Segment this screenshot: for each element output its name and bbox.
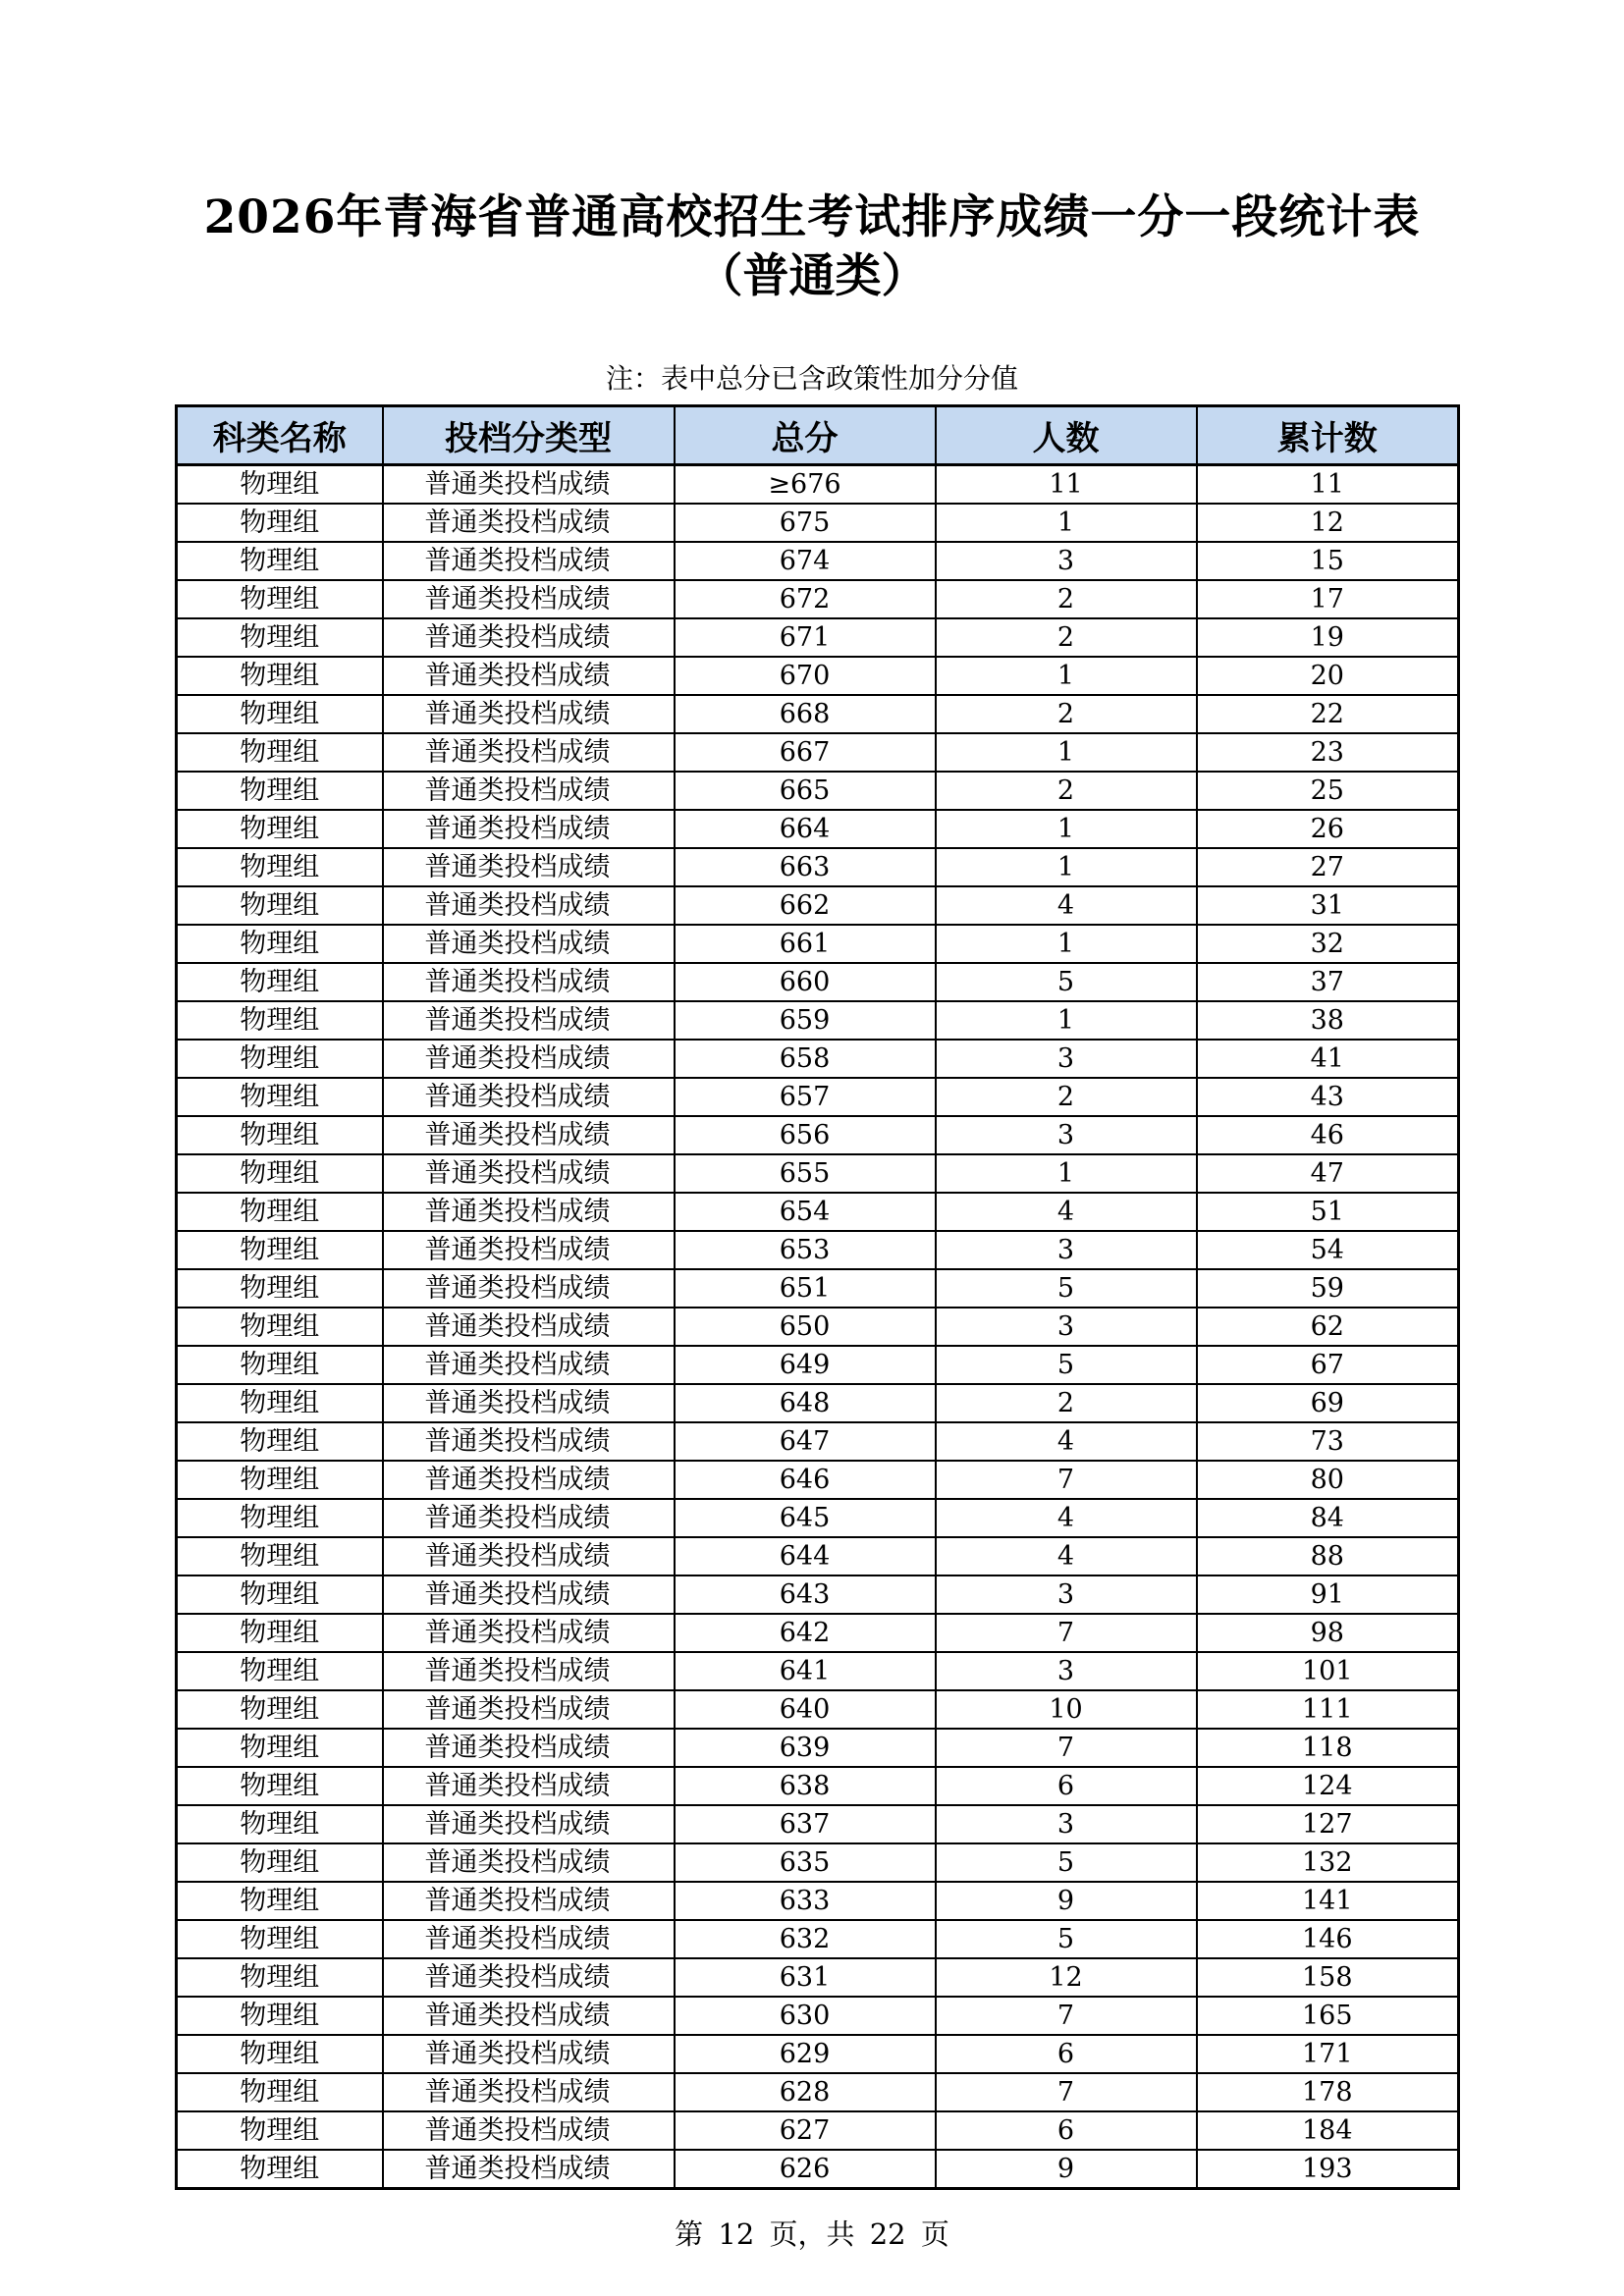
cell-score-type: 普通类投档成绩: [383, 657, 675, 695]
table-row: [177, 925, 1459, 963]
table-row: [177, 1001, 1459, 1040]
cell-score-type: 普通类投档成绩: [383, 848, 675, 886]
cell-score-type: 普通类投档成绩: [383, 1920, 675, 1958]
table-row: [177, 657, 1459, 695]
cell-score-type: 普通类投档成绩: [383, 1269, 675, 1308]
cell-cumulative: 141: [1197, 1882, 1459, 1920]
cell-subject: 物理组: [177, 1843, 383, 1882]
table-row: [177, 1040, 1459, 1078]
cell-total-score: 645: [675, 1499, 936, 1537]
cell-count: 11: [936, 465, 1197, 505]
column-header-score-type: 投档分类型: [383, 406, 675, 465]
table-row: [177, 1231, 1459, 1269]
cell-total-score: 654: [675, 1193, 936, 1231]
cell-subject: 物理组: [177, 1958, 383, 1997]
cell-cumulative: 23: [1197, 733, 1459, 772]
table-row: [177, 1614, 1459, 1652]
cell-count: 3: [936, 1805, 1197, 1843]
cell-cumulative: 26: [1197, 810, 1459, 848]
cell-subject: 物理组: [177, 657, 383, 695]
cell-cumulative: 12: [1197, 504, 1459, 542]
cell-total-score: 661: [675, 925, 936, 963]
cell-total-score: 671: [675, 618, 936, 657]
cell-count: 7: [936, 1997, 1197, 2035]
cell-score-type: 普通类投档成绩: [383, 1652, 675, 1690]
cell-cumulative: 17: [1197, 580, 1459, 618]
cell-subject: 物理组: [177, 465, 383, 505]
cell-subject: 物理组: [177, 1346, 383, 1384]
cell-total-score: 663: [675, 848, 936, 886]
cell-score-type: 普通类投档成绩: [383, 1958, 675, 1997]
cell-count: 4: [936, 1499, 1197, 1537]
cell-count: 5: [936, 1920, 1197, 1958]
cell-cumulative: 32: [1197, 925, 1459, 963]
cell-subject: 物理组: [177, 1805, 383, 1843]
cell-total-score: 667: [675, 733, 936, 772]
cell-count: 2: [936, 1078, 1197, 1116]
cell-score-type: 普通类投档成绩: [383, 1078, 675, 1116]
cell-cumulative: 88: [1197, 1537, 1459, 1575]
cell-count: 7: [936, 2073, 1197, 2111]
cell-subject: 物理组: [177, 1690, 383, 1729]
cell-total-score: 659: [675, 1001, 936, 1040]
cell-subject: 物理组: [177, 1422, 383, 1461]
table-row: [177, 1690, 1459, 1729]
cell-count: 2: [936, 695, 1197, 733]
cell-cumulative: 51: [1197, 1193, 1459, 1231]
cell-count: 5: [936, 1346, 1197, 1384]
cell-score-type: 普通类投档成绩: [383, 1308, 675, 1346]
cell-total-score: 639: [675, 1729, 936, 1767]
cell-subject: 物理组: [177, 1729, 383, 1767]
cell-score-type: 普通类投档成绩: [383, 1690, 675, 1729]
cell-count: 1: [936, 1154, 1197, 1193]
page-subtitle: （普通类）: [696, 249, 928, 303]
cell-count: 9: [936, 1882, 1197, 1920]
cell-count: 1: [936, 848, 1197, 886]
cell-cumulative: 27: [1197, 848, 1459, 886]
table-row: [177, 542, 1459, 580]
cell-subject: 物理组: [177, 2035, 383, 2073]
cell-count: 10: [936, 1690, 1197, 1729]
cell-total-score: 648: [675, 1384, 936, 1422]
table-row: [177, 465, 1459, 505]
cell-count: 7: [936, 1614, 1197, 1652]
cell-subject: 物理组: [177, 618, 383, 657]
cell-score-type: 普通类投档成绩: [383, 542, 675, 580]
table-row: [177, 1958, 1459, 1997]
column-header-subject: 科类名称: [177, 406, 383, 465]
cell-total-score: 647: [675, 1422, 936, 1461]
cell-cumulative: 69: [1197, 1384, 1459, 1422]
cell-cumulative: 73: [1197, 1422, 1459, 1461]
cell-total-score: ≥676: [675, 465, 936, 505]
cell-total-score: 646: [675, 1461, 936, 1499]
cell-subject: 物理组: [177, 1001, 383, 1040]
cell-cumulative: 62: [1197, 1308, 1459, 1346]
cell-score-type: 普通类投档成绩: [383, 695, 675, 733]
cell-cumulative: 67: [1197, 1346, 1459, 1384]
table-row: [177, 772, 1459, 810]
cell-score-type: 普通类投档成绩: [383, 886, 675, 925]
cell-total-score: 672: [675, 580, 936, 618]
cell-subject: 物理组: [177, 963, 383, 1001]
cell-total-score: 657: [675, 1078, 936, 1116]
cell-count: 2: [936, 580, 1197, 618]
cell-total-score: 662: [675, 886, 936, 925]
cell-count: 9: [936, 2150, 1197, 2189]
table-row: [177, 1308, 1459, 1346]
table-row: [177, 695, 1459, 733]
cell-cumulative: 132: [1197, 1843, 1459, 1882]
cell-subject: 物理组: [177, 580, 383, 618]
cell-cumulative: 22: [1197, 695, 1459, 733]
cell-total-score: 650: [675, 1308, 936, 1346]
cell-cumulative: 184: [1197, 2111, 1459, 2150]
cell-subject: 物理组: [177, 1537, 383, 1575]
cell-subject: 物理组: [177, 925, 383, 963]
cell-cumulative: 43: [1197, 1078, 1459, 1116]
cell-count: 1: [936, 504, 1197, 542]
cell-total-score: 665: [675, 772, 936, 810]
cell-total-score: 626: [675, 2150, 936, 2189]
cell-cumulative: 84: [1197, 1499, 1459, 1537]
cell-cumulative: 193: [1197, 2150, 1459, 2189]
cell-count: 7: [936, 1729, 1197, 1767]
cell-cumulative: 59: [1197, 1269, 1459, 1308]
table-row: [177, 810, 1459, 848]
table-row: [177, 1346, 1459, 1384]
cell-subject: 物理组: [177, 1193, 383, 1231]
cell-subject: 物理组: [177, 1575, 383, 1614]
table-row: [177, 1997, 1459, 2035]
cell-count: 2: [936, 618, 1197, 657]
cell-subject: 物理组: [177, 1499, 383, 1537]
cell-count: 4: [936, 1422, 1197, 1461]
table-row: [177, 1767, 1459, 1805]
cell-cumulative: 111: [1197, 1690, 1459, 1729]
cell-score-type: 普通类投档成绩: [383, 580, 675, 618]
table-row: [177, 848, 1459, 886]
cell-score-type: 普通类投档成绩: [383, 1537, 675, 1575]
cell-subject: 物理组: [177, 1614, 383, 1652]
cell-count: 4: [936, 886, 1197, 925]
cell-score-type: 普通类投档成绩: [383, 963, 675, 1001]
cell-cumulative: 101: [1197, 1652, 1459, 1690]
table-row: [177, 1729, 1459, 1767]
cell-score-type: 普通类投档成绩: [383, 618, 675, 657]
table-row: [177, 1422, 1459, 1461]
table-row: [177, 2073, 1459, 2111]
cell-total-score: 640: [675, 1690, 936, 1729]
table-row: [177, 886, 1459, 925]
cell-count: 2: [936, 1384, 1197, 1422]
cell-count: 1: [936, 657, 1197, 695]
cell-cumulative: 11: [1197, 465, 1459, 505]
cell-cumulative: 146: [1197, 1920, 1459, 1958]
cell-cumulative: 178: [1197, 2073, 1459, 2111]
cell-count: 3: [936, 542, 1197, 580]
cell-count: 7: [936, 1461, 1197, 1499]
cell-total-score: 643: [675, 1575, 936, 1614]
cell-score-type: 普通类投档成绩: [383, 733, 675, 772]
table-row: [177, 1652, 1459, 1690]
cell-total-score: 631: [675, 1958, 936, 1997]
cell-total-score: 675: [675, 504, 936, 542]
table-row: [177, 1193, 1459, 1231]
cell-score-type: 普通类投档成绩: [383, 1575, 675, 1614]
table-row: [177, 1384, 1459, 1422]
page-footer: 第 12 页，共 22 页: [675, 2217, 949, 2251]
cell-score-type: 普通类投档成绩: [383, 1499, 675, 1537]
cell-total-score: 644: [675, 1537, 936, 1575]
table-row: [177, 2035, 1459, 2073]
cell-score-type: 普通类投档成绩: [383, 465, 675, 505]
table-row: [177, 1805, 1459, 1843]
cell-score-type: 普通类投档成绩: [383, 1116, 675, 1154]
cell-count: 2: [936, 772, 1197, 810]
cell-score-type: 普通类投档成绩: [383, 1154, 675, 1193]
table-row: [177, 1843, 1459, 1882]
cell-subject: 物理组: [177, 1997, 383, 2035]
cell-score-type: 普通类投档成绩: [383, 1843, 675, 1882]
cell-subject: 物理组: [177, 1116, 383, 1154]
table-row: [177, 580, 1459, 618]
cell-cumulative: 127: [1197, 1805, 1459, 1843]
cell-count: 6: [936, 2035, 1197, 2073]
page-title: 2026年青海省普通高校招生考试排序成绩一分一段统计表: [203, 190, 1421, 244]
cell-score-type: 普通类投档成绩: [383, 772, 675, 810]
cell-score-type: 普通类投档成绩: [383, 1001, 675, 1040]
cell-score-type: 普通类投档成绩: [383, 1422, 675, 1461]
cell-total-score: 656: [675, 1116, 936, 1154]
cell-subject: 物理组: [177, 1154, 383, 1193]
cell-total-score: 641: [675, 1652, 936, 1690]
cell-count: 1: [936, 1001, 1197, 1040]
table-row: [177, 1575, 1459, 1614]
cell-subject: 物理组: [177, 2111, 383, 2150]
cell-total-score: 674: [675, 542, 936, 580]
cell-cumulative: 41: [1197, 1040, 1459, 1078]
cell-count: 6: [936, 1767, 1197, 1805]
cell-total-score: 630: [675, 1997, 936, 2035]
cell-total-score: 627: [675, 2111, 936, 2150]
cell-cumulative: 20: [1197, 657, 1459, 695]
table-row: [177, 2150, 1459, 2189]
cell-count: 3: [936, 1231, 1197, 1269]
table-row: [177, 1537, 1459, 1575]
cell-cumulative: 124: [1197, 1767, 1459, 1805]
table-header-row: [177, 406, 1459, 465]
cell-total-score: 668: [675, 695, 936, 733]
table-row: [177, 2111, 1459, 2150]
cell-score-type: 普通类投档成绩: [383, 1997, 675, 2035]
cell-subject: 物理组: [177, 1652, 383, 1690]
cell-score-type: 普通类投档成绩: [383, 1040, 675, 1078]
cell-subject: 物理组: [177, 1384, 383, 1422]
cell-score-type: 普通类投档成绩: [383, 1729, 675, 1767]
cell-subject: 物理组: [177, 848, 383, 886]
column-header-cumulative: 累计数: [1197, 406, 1459, 465]
cell-score-type: 普通类投档成绩: [383, 2150, 675, 2189]
table-row: [177, 1461, 1459, 1499]
cell-score-type: 普通类投档成绩: [383, 1461, 675, 1499]
cell-subject: 物理组: [177, 504, 383, 542]
cell-count: 5: [936, 1843, 1197, 1882]
cell-total-score: 658: [675, 1040, 936, 1078]
cell-score-type: 普通类投档成绩: [383, 1231, 675, 1269]
table-row: [177, 504, 1459, 542]
cell-cumulative: 165: [1197, 1997, 1459, 2035]
cell-cumulative: 158: [1197, 1958, 1459, 1997]
table-row: [177, 963, 1459, 1001]
cell-score-type: 普通类投档成绩: [383, 2111, 675, 2150]
cell-total-score: 628: [675, 2073, 936, 2111]
table-row: [177, 1269, 1459, 1308]
cell-total-score: 649: [675, 1346, 936, 1384]
cell-count: 5: [936, 1269, 1197, 1308]
table-row: [177, 1882, 1459, 1920]
cell-subject: 物理组: [177, 1269, 383, 1308]
cell-count: 3: [936, 1652, 1197, 1690]
cell-total-score: 638: [675, 1767, 936, 1805]
cell-count: 6: [936, 2111, 1197, 2150]
cell-total-score: 653: [675, 1231, 936, 1269]
cell-subject: 物理组: [177, 695, 383, 733]
cell-count: 5: [936, 963, 1197, 1001]
cell-subject: 物理组: [177, 1308, 383, 1346]
cell-total-score: 655: [675, 1154, 936, 1193]
cell-score-type: 普通类投档成绩: [383, 1384, 675, 1422]
cell-total-score: 642: [675, 1614, 936, 1652]
column-header-count: 人数: [936, 406, 1197, 465]
table-header: [177, 406, 1459, 465]
cell-cumulative: 54: [1197, 1231, 1459, 1269]
cell-cumulative: 37: [1197, 963, 1459, 1001]
cell-cumulative: 80: [1197, 1461, 1459, 1499]
cell-subject: 物理组: [177, 2073, 383, 2111]
table-note: 注：表中总分已含政策性加分分值: [605, 362, 1018, 395]
cell-total-score: 633: [675, 1882, 936, 1920]
cell-total-score: 637: [675, 1805, 936, 1843]
cell-cumulative: 31: [1197, 886, 1459, 925]
cell-score-type: 普通类投档成绩: [383, 1346, 675, 1384]
cell-subject: 物理组: [177, 1231, 383, 1269]
cell-count: 4: [936, 1193, 1197, 1231]
score-distribution-table: [175, 404, 1460, 2190]
cell-cumulative: 15: [1197, 542, 1459, 580]
cell-count: 1: [936, 733, 1197, 772]
cell-subject: 物理组: [177, 1461, 383, 1499]
cell-subject: 物理组: [177, 1882, 383, 1920]
cell-score-type: 普通类投档成绩: [383, 1805, 675, 1843]
cell-count: 3: [936, 1116, 1197, 1154]
table-row: [177, 1499, 1459, 1537]
cell-score-type: 普通类投档成绩: [383, 2035, 675, 2073]
table-row: [177, 1078, 1459, 1116]
table-body: [177, 465, 1459, 2189]
cell-cumulative: 38: [1197, 1001, 1459, 1040]
cell-subject: 物理组: [177, 1040, 383, 1078]
cell-cumulative: 91: [1197, 1575, 1459, 1614]
column-header-total-score: 总分: [675, 406, 936, 465]
cell-total-score: 670: [675, 657, 936, 695]
cell-total-score: 664: [675, 810, 936, 848]
cell-cumulative: 98: [1197, 1614, 1459, 1652]
cell-subject: 物理组: [177, 1078, 383, 1116]
cell-subject: 物理组: [177, 886, 383, 925]
cell-score-type: 普通类投档成绩: [383, 2073, 675, 2111]
cell-count: 3: [936, 1040, 1197, 1078]
cell-cumulative: 118: [1197, 1729, 1459, 1767]
table-row: [177, 733, 1459, 772]
cell-score-type: 普通类投档成绩: [383, 1614, 675, 1652]
cell-count: 1: [936, 810, 1197, 848]
cell-subject: 物理组: [177, 1920, 383, 1958]
cell-cumulative: 25: [1197, 772, 1459, 810]
table-row: [177, 1116, 1459, 1154]
cell-subject: 物理组: [177, 2150, 383, 2189]
cell-cumulative: 46: [1197, 1116, 1459, 1154]
cell-subject: 物理组: [177, 1767, 383, 1805]
cell-cumulative: 19: [1197, 618, 1459, 657]
cell-score-type: 普通类投档成绩: [383, 1193, 675, 1231]
table-row: [177, 1920, 1459, 1958]
cell-score-type: 普通类投档成绩: [383, 1882, 675, 1920]
cell-total-score: 629: [675, 2035, 936, 2073]
cell-count: 3: [936, 1308, 1197, 1346]
cell-score-type: 普通类投档成绩: [383, 925, 675, 963]
cell-count: 1: [936, 925, 1197, 963]
table-row: [177, 618, 1459, 657]
cell-score-type: 普通类投档成绩: [383, 504, 675, 542]
cell-count: 4: [936, 1537, 1197, 1575]
cell-subject: 物理组: [177, 810, 383, 848]
cell-total-score: 651: [675, 1269, 936, 1308]
table-row: [177, 1154, 1459, 1193]
cell-total-score: 635: [675, 1843, 936, 1882]
cell-subject: 物理组: [177, 542, 383, 580]
cell-cumulative: 171: [1197, 2035, 1459, 2073]
cell-count: 3: [936, 1575, 1197, 1614]
cell-score-type: 普通类投档成绩: [383, 1767, 675, 1805]
cell-subject: 物理组: [177, 733, 383, 772]
cell-total-score: 660: [675, 963, 936, 1001]
cell-count: 12: [936, 1958, 1197, 1997]
cell-subject: 物理组: [177, 772, 383, 810]
cell-cumulative: 47: [1197, 1154, 1459, 1193]
cell-total-score: 632: [675, 1920, 936, 1958]
cell-score-type: 普通类投档成绩: [383, 810, 675, 848]
